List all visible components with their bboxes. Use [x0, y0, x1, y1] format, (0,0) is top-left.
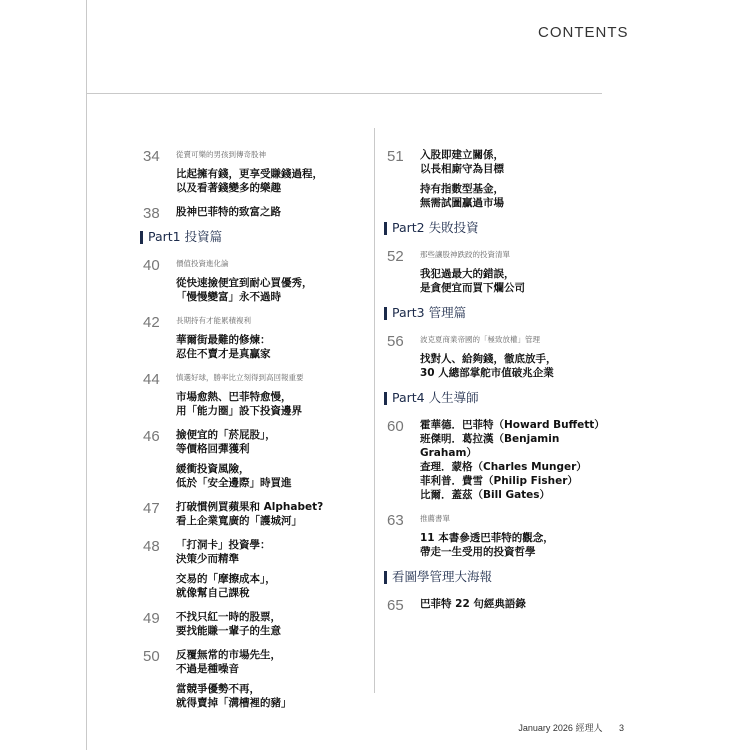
entry-headline-line: 以長相廝守為目標 [420, 163, 504, 175]
page-ref-number: 44 [143, 371, 160, 388]
toc-left-column [140, 148, 362, 720]
page-ref-number: 48 [143, 538, 160, 555]
entry-headline-group [420, 531, 604, 559]
section-heading [140, 229, 362, 245]
entry-kicker: 價值投資進化論 [176, 259, 229, 268]
entry-headline-line: 11 本書參透巴菲特的觀念， [420, 532, 554, 544]
toc-entry[interactable] [140, 538, 362, 600]
entry-headline-line: 緩衝投資風險， [176, 463, 250, 475]
entry-headline-line: 比起擁有錢，更享受賺錢過程， [176, 168, 323, 180]
entry-headline-line: 找對人、給夠錢，徹底放手， [420, 353, 557, 365]
entry-headline-line: 以及看著錢變多的樂趣 [176, 182, 281, 194]
entry-headline-group [420, 267, 604, 295]
entry-headline-line: 巴菲特 22 句經典語錄 [420, 598, 526, 610]
entry-headline-group [420, 182, 604, 210]
page-ref-number: 51 [387, 148, 404, 165]
entry-headline-group [176, 462, 362, 490]
entry-headline-line: 市場愈熱、巴菲特愈慢， [176, 391, 292, 403]
entry-headline-line: 華爾街最難的修煉： [176, 334, 271, 346]
entry-headline-line: 用「能力圈」設下投資邊界 [176, 405, 302, 417]
entry-headline-group [176, 205, 362, 219]
page-ref-number: 40 [143, 257, 160, 274]
entry-headline-line: 我犯過最大的錯誤， [420, 268, 515, 280]
entry-headline-group [420, 418, 604, 502]
page-title: CONTENTS [538, 24, 629, 41]
toc-entry[interactable] [140, 610, 362, 638]
entry-headline-group [176, 276, 362, 304]
entry-headline-group [176, 167, 362, 195]
section-label: Part2 失敗投資 [392, 220, 479, 235]
entry-headline-line: 股神巴菲特的致富之路 [176, 206, 281, 218]
entry-headline-line: 不找只紅一時的股票， [176, 611, 281, 623]
entry-headline-group [176, 682, 362, 710]
page-ref-number: 63 [387, 512, 404, 529]
entry-headline-line: 班傑明．葛拉漢（Benjamin Graham） [420, 433, 560, 459]
section-heading [384, 569, 604, 585]
toc-right-column [384, 148, 604, 621]
entry-headline-line: 霍華德．巴菲特（Howard Buffett） [420, 419, 605, 431]
entry-headline-line: 菲利普．費雪（Philip Fisher） [420, 475, 578, 487]
page-number: 3 [618, 723, 624, 733]
toc-entry[interactable] [140, 314, 362, 361]
section-heading [384, 390, 604, 406]
entry-headline-line: 就得賣掉「溝槽裡的豬」 [176, 697, 292, 709]
footer-issue: January 2026 [518, 723, 573, 733]
entry-headline-line: 低於「安全邊際」時買進 [176, 477, 292, 489]
entry-kicker: 從賣可樂的男孩到傳奇股神 [176, 150, 266, 159]
page-ref-number: 34 [143, 148, 160, 165]
entry-headline-group [176, 572, 362, 600]
entry-headline-line: 從快速撿便宜到耐心買優秀， [176, 277, 313, 289]
toc-entry[interactable] [140, 148, 362, 195]
entry-headline-line: 反覆無常的市場先生， [176, 649, 281, 661]
page-ref-number: 56 [387, 333, 404, 350]
page-ref-number: 42 [143, 314, 160, 331]
entry-headline-group [420, 148, 604, 176]
section-label: Part3 管理篇 [392, 305, 467, 320]
entry-headline-line: 入股即建立關係， [420, 149, 504, 161]
toc-entry[interactable] [140, 648, 362, 710]
section-marker [140, 231, 143, 244]
page-ref-number: 46 [143, 428, 160, 445]
page-ref-number: 47 [143, 500, 160, 517]
entry-headline-line: 「打洞卡」投資學： [176, 539, 271, 551]
entry-headline-group [176, 428, 362, 456]
toc-entry[interactable] [140, 371, 362, 418]
entry-headline-group [176, 648, 362, 676]
entry-kicker: 那些讓股神跌跤的投資清單 [420, 250, 510, 259]
page-footer [518, 721, 624, 734]
entry-headline-group [420, 352, 604, 380]
toc-entry[interactable] [140, 205, 362, 222]
toc-entry[interactable] [140, 500, 362, 528]
entry-headline-line: 決策少而精準 [176, 553, 239, 565]
entry-headline-line: 就像幫自己課稅 [176, 587, 250, 599]
toc-entry[interactable] [384, 597, 604, 614]
page-ref-number: 49 [143, 610, 160, 627]
section-label: 看圖學管理大海報 [392, 569, 493, 584]
toc-entry[interactable] [384, 333, 604, 380]
page-ref-number: 38 [143, 205, 160, 222]
entry-headline-line: 無需試圖贏過市場 [420, 197, 504, 209]
section-heading [384, 220, 604, 236]
toc-entry[interactable] [384, 418, 604, 502]
entry-headline-line: 交易的「摩擦成本」， [176, 573, 276, 585]
entry-headline-line: 持有指數型基金， [420, 183, 504, 195]
entry-headline-group [176, 333, 362, 361]
section-heading [384, 305, 604, 321]
page-ref-number: 60 [387, 418, 404, 435]
entry-headline-line: 要找能賺一輩子的生意 [176, 625, 281, 637]
entry-headline-group [176, 610, 362, 638]
section-marker [384, 392, 387, 405]
entry-headline-line: 等價格回彈獲利 [176, 443, 250, 455]
entry-headline-line: 「慢慢變富」永不過時 [176, 291, 281, 303]
entry-headline-line: 看上企業寬廣的「護城河」 [176, 515, 302, 527]
page-ref-number: 52 [387, 248, 404, 265]
entry-headline-line: 比爾．蓋茲（Bill Gates） [420, 489, 551, 501]
column-divider [374, 128, 375, 693]
entry-kicker: 慎選好球，勝率比立刻得到高回報重要 [176, 373, 304, 382]
entry-headline-group [176, 390, 362, 418]
entry-headline-group [176, 538, 362, 566]
section-label: Part4 人生導師 [392, 390, 479, 405]
entry-headline-line: 忍住不賣才是真贏家 [176, 348, 271, 360]
entry-headline-line: 30 人總部掌舵市值破兆企業 [420, 367, 554, 379]
entry-headline-group [176, 500, 362, 528]
toc-entry[interactable] [140, 257, 362, 304]
toc-entry[interactable] [384, 248, 604, 295]
entry-headline-line: 當競爭優勢不再， [176, 683, 260, 695]
header-divider [86, 93, 602, 94]
section-label: Part1 投資篇 [148, 229, 223, 244]
toc-entry[interactable] [384, 148, 604, 210]
entry-headline-line: 撿便宜的「菸屁股」， [176, 429, 276, 441]
page-ref-number: 65 [387, 597, 404, 614]
entry-headline-line: 查理．蒙格（Charles Munger） [420, 461, 587, 473]
section-marker [384, 571, 387, 584]
entry-kicker: 推薦書單 [420, 514, 450, 523]
entry-headline-group [420, 597, 604, 611]
entry-headline-line: 打破慣例買蘋果和 Alphabet? [176, 501, 324, 513]
page-ref-number: 50 [143, 648, 160, 665]
footer-magazine: 經理人 [575, 723, 603, 733]
toc-entry[interactable] [384, 512, 604, 559]
entry-headline-line: 是貪便宜而買下爛公司 [420, 282, 525, 294]
section-marker [384, 222, 387, 235]
left-margin-rule [86, 0, 87, 750]
toc-entry[interactable] [140, 428, 362, 490]
entry-kicker: 波克夏商業帝國的「極致放權」管理 [420, 335, 540, 344]
section-marker [384, 307, 387, 320]
entry-kicker: 長期持有才能累積複利 [176, 316, 251, 325]
entry-headline-line: 帶走一生受用的投資哲學 [420, 546, 536, 558]
entry-headline-line: 不過是種噪音 [176, 663, 239, 675]
